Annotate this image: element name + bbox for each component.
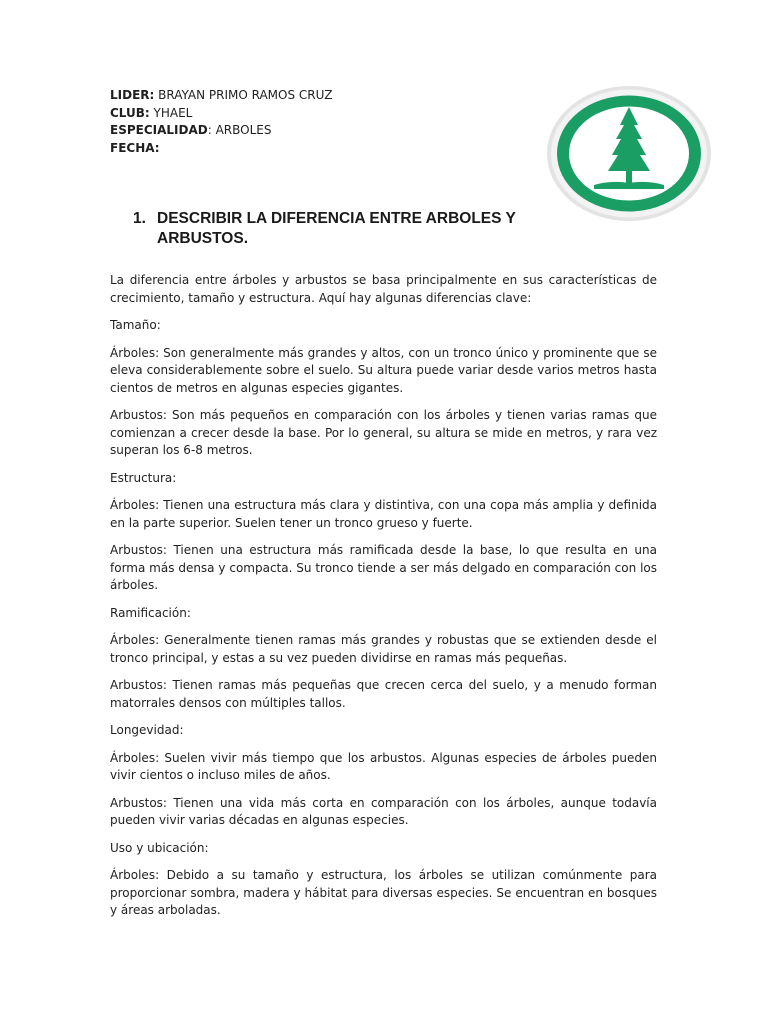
pine-tree-badge-icon: [546, 85, 712, 222]
paragraph-arboles-uso: Árboles: Debido a su tamaño y estructura, los árboles se utilizan comúnmente para proporcionar sombra, madera y hábitat para diversas especies. Se encuentran en bosques y áreas arboladas.: [110, 868, 657, 917]
document-header: [110, 87, 332, 157]
club-line: [110, 105, 332, 123]
paragraph-arbustos-longevidad: Arbustos: Tienen una vida más corta en comparación con los árboles, aunque todavía pueden vivir varias décadas en algunas especies.: [110, 795, 657, 827]
section-label-tamano: Tamaño:: [110, 318, 161, 332]
fecha-label: FECHA:: [110, 140, 160, 155]
especialidad-label: ESPECIALIDAD: [110, 123, 208, 138]
lider-value: BRAYAN PRIMO RAMOS CRUZ: [154, 88, 333, 102]
intro-paragraph: La diferencia entre árboles y arbustos se basa principalmente en sus características de crecimiento, tamaño y estructura. Aquí hay algunas diferencias clave:: [110, 273, 657, 305]
fecha-line: [110, 140, 332, 158]
paragraph-arboles-tamano: Árboles: Son generalmente más grandes y altos, con un tronco único y prominente que se eleva considerablemente sobre el suelo. Su altura puede variar desde varios metros hasta cientos de metros en algunas especies gigantes.: [110, 345, 657, 395]
document-body: [110, 272, 657, 930]
paragraph-arbustos-estructura: Arbustos: Tienen una estructura más ramificada desde la base, lo que resulta en una forma más densa y compacta. Su tronco tiende a ser más delgado en comparación con los árboles.: [110, 543, 657, 592]
heading-number: 1.: [133, 210, 146, 227]
club-value: YHAEL: [149, 105, 193, 120]
section-label-longevidad: Longevidad:: [110, 723, 184, 737]
section-label-uso: Uso y ubicación:: [110, 840, 209, 855]
lider-label: LIDER:: [110, 88, 155, 102]
lider-line: [110, 87, 332, 105]
paragraph-arboles-ramificacion: Árboles: Generalmente tienen ramas más grandes y robustas que se extienden desde el tronco principal, y estas a su vez pueden dividirse en ramas más pequeñas.: [110, 633, 657, 665]
club-label: CLUB:: [110, 105, 150, 120]
especialidad-line: [110, 122, 332, 140]
paragraph-arbustos-ramificacion: Arbustos: Tienen ramas más pequeñas que crecen cerca del suelo, y a menudo forman matorrales densos con múltiples tallos.: [110, 678, 657, 710]
section-label-estructura: Estructura:: [110, 470, 177, 485]
especialidad-value: : ARBOLES: [207, 123, 272, 138]
heading-text: DESCRIBIR LA DIFERENCIA ENTRE ARBOLES Y ARBUSTOS.: [157, 210, 516, 247]
section-label-ramificacion: Ramificación:: [110, 605, 191, 620]
paragraph-arbustos-tamano: Arbustos: Son más pequeños en comparación con los árboles y tienen varias ramas que comienzan a crecer desde la base. Por lo general, su altura se mide en metros, y rara vez superan los 6-8 metros.: [110, 408, 657, 457]
paragraph-arboles-longevidad: Árboles: Suelen vivir más tiempo que los arbustos. Algunas especies de árboles pueden vivir cientos o incluso miles de años.: [110, 750, 657, 782]
paragraph-arboles-estructura: Árboles: Tienen una estructura más clara y distintiva, con una copa más amplia y definida en la parte superior. Suelen tener un tronco grueso y fuerte.: [110, 498, 657, 530]
